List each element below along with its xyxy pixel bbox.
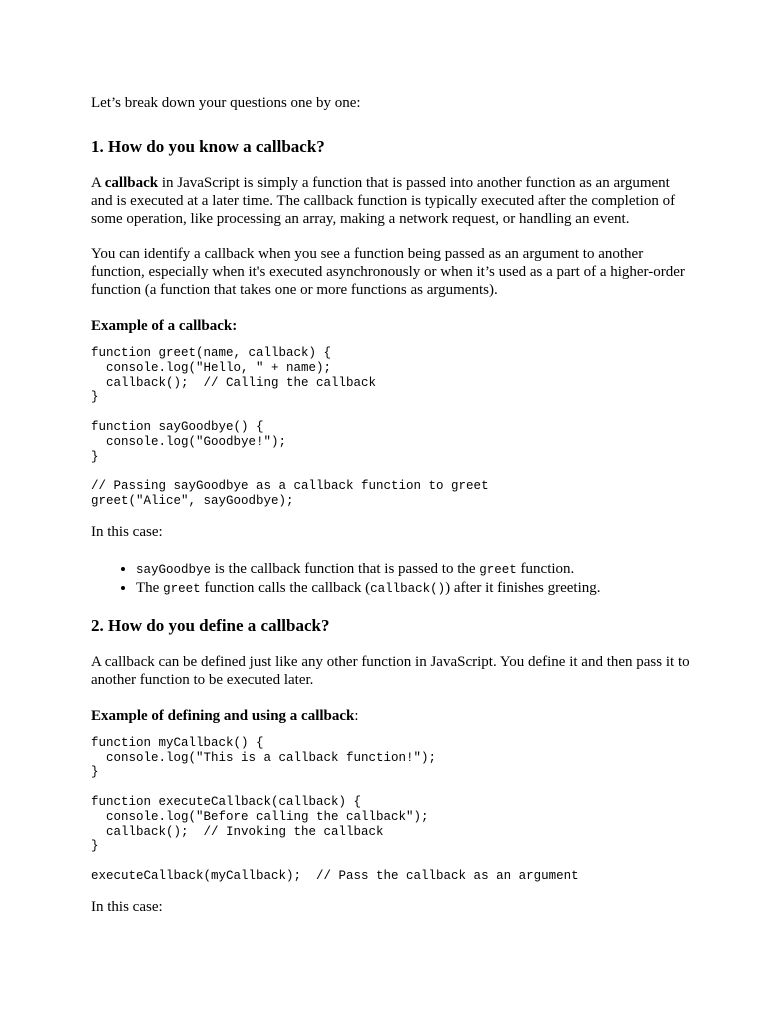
list-item-text: is the callback function that is passed to the (211, 560, 480, 577)
code-block-2: function myCallback() { console.log("This is a callback function!"); } function executeCallback(callback) { console.log("Before calling the callback"); callback(); // Invoking the callback } executeCallback(myCallback); // Pass the callback as an argument (91, 735, 579, 883)
example-2-title (91, 707, 691, 725)
inline-code: sayGoodbye (136, 562, 212, 577)
in-this-case-2: In this case: (91, 898, 163, 915)
paragraph-rest: in JavaScript is simply a function that is passed into another function as an argument and is executed at a later time. The callback function is typically executed after the completion of some operation, like processing an array, making a network request, or handling an event. (91, 175, 676, 227)
section-1-heading: 1. How do you know a callback? (91, 137, 325, 156)
example-1-title (91, 317, 691, 335)
callback-term: callback (104, 175, 159, 191)
inline-code: greet (479, 562, 517, 577)
list-item (136, 560, 691, 579)
list-item-text: function calls the callback ( (200, 579, 371, 596)
in-this-case-1: In this case: (91, 523, 163, 540)
section-2-heading: 2. How do you define a callback? (91, 615, 330, 635)
list-item (136, 579, 691, 598)
example-2-title-suffix: : (354, 707, 359, 724)
example-1-title-text: Example of a callback: (91, 318, 238, 334)
code-block-1: function greet(name, callback) { console.log("Hello, " + name); callback(); // Calling the callback } function sayGoodbye() { console.log("Goodbye!"); } // Passing sayGoodbye as a callback function to greet greet("Alice", sayGoodbye); (91, 346, 489, 508)
section-2-paragraph-1: A callback can be defined just like any other function in JavaScript. You define it and then pass it to another function to be executed later. (91, 653, 690, 688)
paragraph-lead: A (91, 175, 105, 191)
list-item-text: The (136, 579, 164, 596)
inline-code: greet (163, 581, 201, 596)
section-1-paragraph-1 (91, 174, 691, 228)
list-item-text: function. (516, 560, 575, 577)
section-1-paragraph-2: You can identify a callback when you see a function being passed as an argument to another function, especially when it's executed asynchronously or when it’s used as a part of a higher-order function (a function that takes one or more functions as arguments). (91, 246, 685, 298)
inline-code: callback() (370, 581, 446, 596)
example-2-title-text: Example of defining and using a callback (91, 707, 355, 724)
intro-paragraph: Let’s break down your questions one by one: (91, 95, 361, 111)
document-page (91, 94, 691, 916)
bullet-list-1 (91, 560, 691, 598)
list-item-text: ) after it finishes greeting. (445, 579, 601, 596)
